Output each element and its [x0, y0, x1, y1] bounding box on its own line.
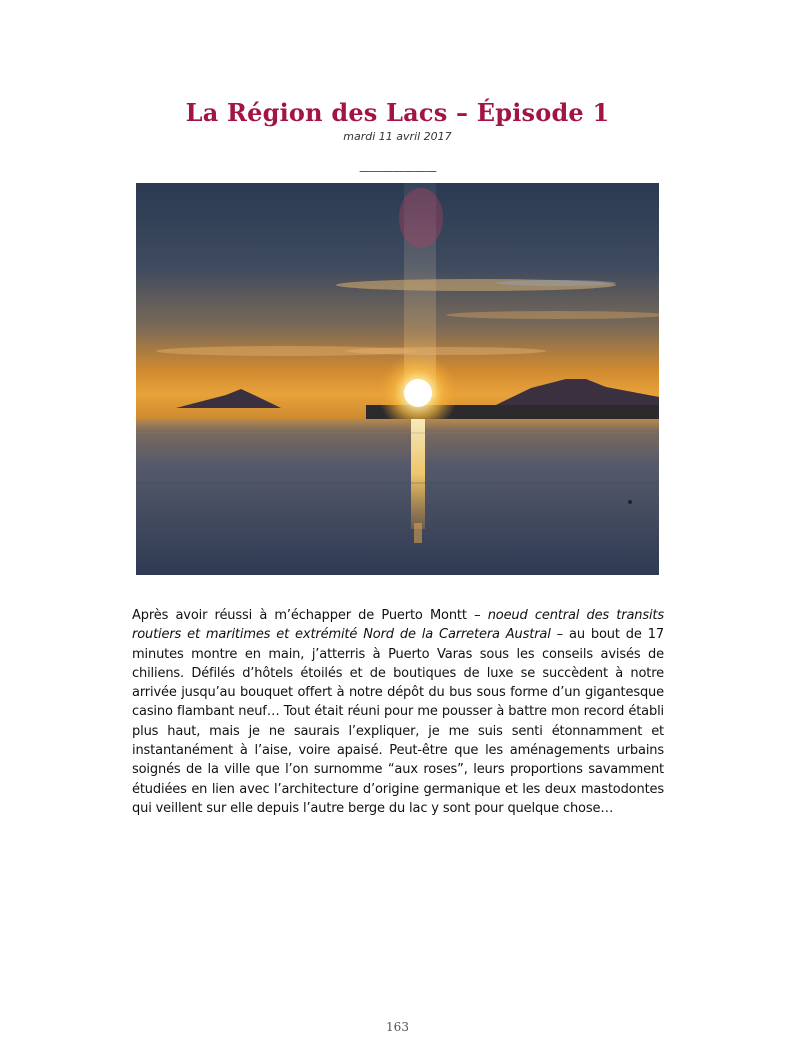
- photo-illustration: [136, 183, 659, 575]
- sunset-lake-photo: [136, 183, 659, 575]
- paragraph-part-1: Après avoir réussi à m’échapper de Puerto Montt –: [132, 608, 488, 623]
- page-number: 163: [386, 1020, 409, 1034]
- title-separator: ———————: [359, 164, 436, 178]
- page-title: La Région des Lacs – Épisode 1: [185, 98, 610, 127]
- post-date: mardi 11 avril 2017: [343, 130, 452, 143]
- paragraph-part-2: – au bout de 17 minutes montre en main, j’atterris à Puerto Varas sous les conseils avisés de chiliens. Défilés d’hôtels étoilés et de boutiques de luxe se succèdent à notre arrivée jusqu’au bouquet offert à notre dépôt du bus sous forme d’un gigantesque casino flambant neuf… Tout était réuni pour me pousser à battre mon record établi plus haut, mais je ne saurais l’expliquer, je me suis senti étonnamment et instantanément à l’aise, voire apaisé. Peut-être que les aménagements urbains soignés de la ville que l’on surnomme “aux roses”, leurs proportions savamment étudiées en lien avec l’architecture d’origine germanique et les deux mastodontes qui veillent sur elle depuis l’autre berge du lac y sont pour quelque chose…: [132, 627, 664, 816]
- article-paragraph: [132, 606, 664, 818]
- paragraph-italic: noeud central des transits routiers et maritimes et extrémité Nord de la Carretera Austral: [132, 608, 665, 643]
